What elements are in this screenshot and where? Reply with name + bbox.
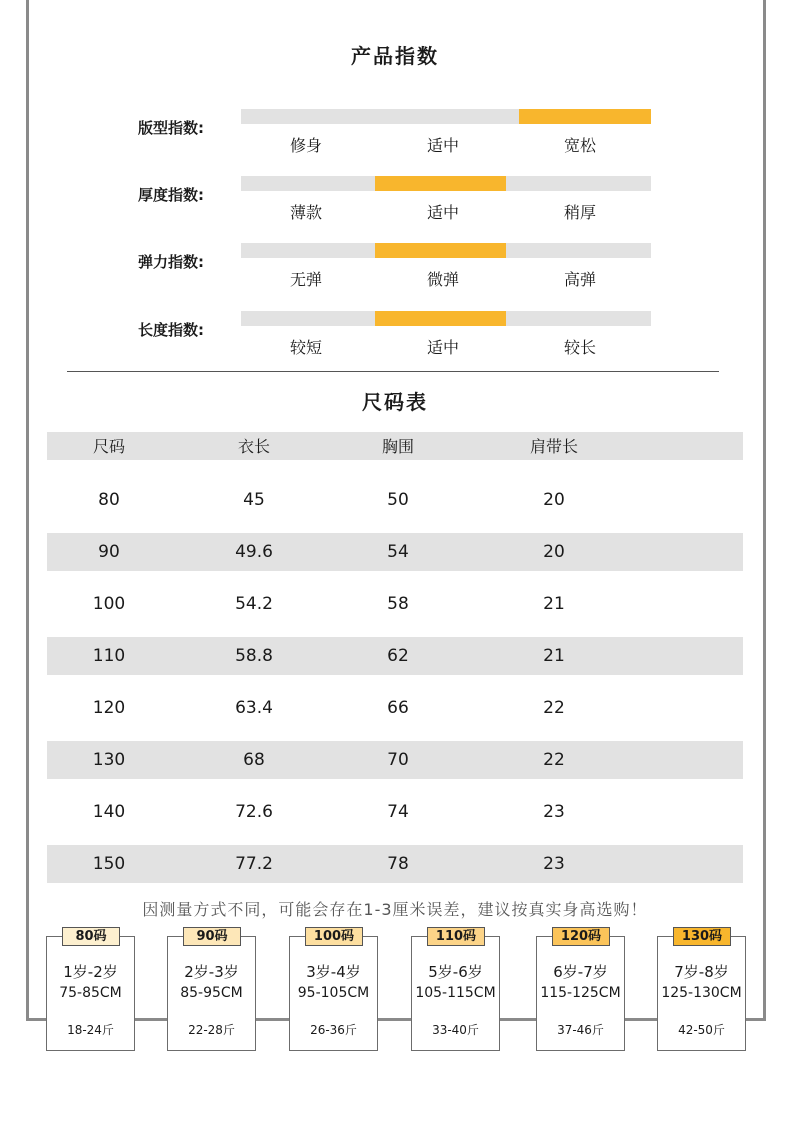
card-age: 6岁-7岁 <box>553 963 608 981</box>
index-option: 无弹 <box>289 270 322 289</box>
table-cell: 72.6 <box>235 802 273 822</box>
index-label: 厚度指数: <box>138 186 204 204</box>
table-cell: 62 <box>387 646 409 666</box>
size-table-header <box>47 432 743 460</box>
index-highlight <box>375 176 506 191</box>
card-weight: 33-40斤 <box>432 1023 479 1037</box>
header-chest: 胸围 <box>381 437 414 456</box>
table-cell: 100 <box>92 594 126 614</box>
section-divider <box>67 371 719 372</box>
table-cell: 54 <box>387 542 409 562</box>
size-card <box>411 929 500 1051</box>
table-cell: 68 <box>243 750 265 770</box>
table-row <box>47 845 743 883</box>
table-cell: 20 <box>543 490 565 510</box>
card-weight: 22-28斤 <box>188 1023 235 1037</box>
size-card <box>657 929 746 1051</box>
table-cell: 23 <box>543 854 565 874</box>
size-card <box>46 929 135 1051</box>
measurement-note: 因测量方式不同，可能会存在1-3厘米误差，建议按真实身高选购！ <box>142 900 648 919</box>
index-option: 较短 <box>289 338 322 357</box>
card-age: 2岁-3岁 <box>184 963 239 981</box>
table-cell: 90 <box>98 542 120 562</box>
card-height: 105-115CM <box>415 985 496 1001</box>
index-option: 微弹 <box>426 270 459 289</box>
index-option: 适中 <box>426 338 459 357</box>
table-cell: 20 <box>543 542 565 562</box>
frame-bottom-border <box>26 1018 766 1021</box>
card-age: 7岁-8岁 <box>674 963 729 981</box>
index-highlight <box>375 243 506 258</box>
card-height: 125-130CM <box>661 985 742 1001</box>
index-label: 弹力指数: <box>138 253 204 271</box>
table-cell: 23 <box>543 802 565 822</box>
table-cell: 22 <box>543 750 565 770</box>
index-label: 版型指数: <box>138 119 204 137</box>
table-cell: 22 <box>543 698 565 718</box>
index-row <box>0 176 790 236</box>
card-age: 1岁-2岁 <box>63 963 118 981</box>
table-cell: 77.2 <box>235 854 273 874</box>
table-row <box>47 533 743 571</box>
size-card <box>289 929 378 1051</box>
card-age: 3岁-4岁 <box>306 963 361 981</box>
card-weight: 18-24斤 <box>67 1023 114 1037</box>
table-row <box>47 481 743 519</box>
index-bar <box>241 311 651 326</box>
table-cell: 66 <box>387 698 409 718</box>
table-cell: 120 <box>92 698 126 718</box>
index-option: 适中 <box>426 203 459 222</box>
card-height: 95-105CM <box>297 985 370 1001</box>
index-option: 宽松 <box>563 136 596 155</box>
index-option: 修身 <box>289 136 322 155</box>
table-cell: 63.4 <box>235 698 273 718</box>
index-bar <box>241 109 651 124</box>
index-option: 高弹 <box>563 270 596 289</box>
table-row <box>47 793 743 831</box>
card-weight: 37-46斤 <box>557 1023 604 1037</box>
index-option: 薄款 <box>289 203 322 222</box>
size-table-title: 尺码表 <box>362 390 428 414</box>
index-bar <box>241 176 651 191</box>
size-badge: 110码 <box>427 927 485 946</box>
index-bar <box>241 243 651 258</box>
index-label: 长度指数: <box>138 321 204 339</box>
index-row <box>0 109 790 169</box>
table-cell: 70 <box>387 750 409 770</box>
size-badge: 130码 <box>673 927 731 946</box>
size-badge: 100码 <box>305 927 363 946</box>
index-option: 适中 <box>426 136 459 155</box>
index-option: 稍厚 <box>563 203 596 222</box>
table-cell: 130 <box>92 750 126 770</box>
table-cell: 140 <box>92 802 126 822</box>
size-card <box>167 929 256 1051</box>
card-height: 85-95CM <box>180 985 243 1001</box>
table-row <box>47 637 743 675</box>
table-cell: 78 <box>387 854 409 874</box>
table-cell: 21 <box>543 646 565 666</box>
table-cell: 80 <box>98 490 120 510</box>
product-index-title: 产品指数 <box>351 44 439 68</box>
header-length: 衣长 <box>237 437 270 456</box>
card-age: 5岁-6岁 <box>428 963 483 981</box>
table-cell: 58 <box>387 594 409 614</box>
index-highlight <box>519 109 651 124</box>
size-badge: 90码 <box>183 927 241 946</box>
index-row <box>0 243 790 303</box>
table-cell: 49.6 <box>235 542 273 562</box>
card-height: 115-125CM <box>540 985 621 1001</box>
table-cell: 54.2 <box>235 594 273 614</box>
index-highlight <box>375 311 506 326</box>
table-cell: 74 <box>387 802 409 822</box>
table-cell: 45 <box>243 490 265 510</box>
table-cell: 21 <box>543 594 565 614</box>
card-weight: 42-50斤 <box>678 1023 725 1037</box>
header-strap: 肩带长 <box>529 437 578 456</box>
size-badge: 80码 <box>62 927 120 946</box>
index-option: 较长 <box>563 338 596 357</box>
size-badge: 120码 <box>552 927 610 946</box>
table-row <box>47 585 743 623</box>
table-row <box>47 689 743 727</box>
table-cell: 110 <box>92 646 126 666</box>
table-cell: 58.8 <box>235 646 273 666</box>
header-size: 尺码 <box>92 437 125 456</box>
index-row <box>0 311 790 371</box>
table-row <box>47 741 743 779</box>
card-height: 75-85CM <box>59 985 122 1001</box>
card-weight: 26-36斤 <box>310 1023 357 1037</box>
table-cell: 50 <box>387 490 409 510</box>
size-card <box>536 929 625 1051</box>
table-cell: 150 <box>92 854 126 874</box>
